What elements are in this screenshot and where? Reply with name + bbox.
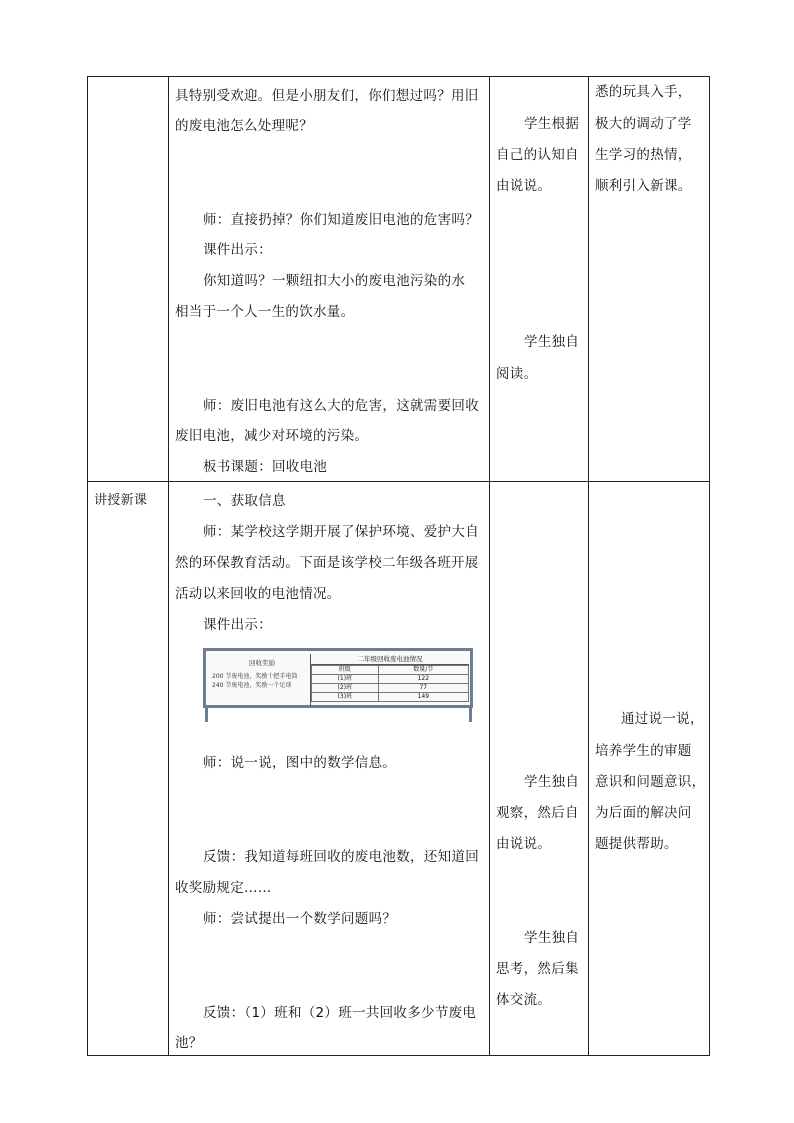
intent-line: 顺利引入新课。 [595,178,692,194]
board-cell: 77 [378,684,468,693]
board-class-stats [310,654,469,706]
student-line: 体交流。 [496,992,552,1008]
section-label: 讲授新课 [94,493,148,508]
student-line: 学生独自 [524,774,580,790]
student-line: 自己的认知自 [496,147,579,163]
process-line: 师：直接扔掉？你们知道废旧电池的危害吗？ [203,212,479,228]
process-line: 一、获取信息 [203,493,286,509]
board-stats-table [311,665,469,702]
board-leg [469,708,472,722]
intent-cell [589,482,710,1056]
process-line: 相当于一个人一生的饮水量。 [175,304,355,320]
board-cell: (1)班 [312,675,379,684]
student-line: 由说说。 [496,178,552,194]
student-line: 学生独自 [524,334,580,350]
student-line: 思考，然后集 [496,961,579,977]
process-line: 师：尝试提出一个数学问题吗？ [203,911,397,927]
board-header: 班级 [312,666,379,675]
intent-cell [589,77,710,482]
board-frame [203,648,473,708]
intent-line: 悉的玩具入手， [595,84,692,100]
board-rule: 240 节废电池，奖励一个足球 [212,682,292,689]
board-rule: 200 节废电池，奖励十把手电筒 [212,673,298,680]
board-reward-rules [212,657,312,690]
board-cell: 149 [378,693,468,702]
process-cell [169,77,490,482]
intent-line: 培养学生的审题 [595,743,692,759]
process-line: 具特别受欢迎。但是小朋友们，你们想过吗？用旧 [175,88,479,104]
student-line: 由说说。 [496,836,552,852]
board-header: 数量/节 [378,666,468,675]
table-row [88,482,710,1056]
process-line: 废旧电池，减少对环境的污染。 [175,428,369,444]
student-line: 学生独自 [524,930,580,946]
process-line: 收奖励规定…… [175,880,272,896]
section-cell [88,77,169,482]
board-cell: (3)班 [312,693,379,702]
process-line: 师：说一说，图中的数学信息。 [203,755,397,771]
process-line: 活动以来回收的电池情况。 [175,586,341,602]
process-line: 的废电池怎么处理呢？ [175,118,313,134]
process-line: 然的环保教育活动。下面是该学校二年级各班开展 [175,555,479,571]
recycling-board-image [199,644,479,724]
lesson-table [87,76,710,1056]
intent-line: 极大的调动了学 [595,116,692,132]
intent-line: 为后面的解决问 [595,805,692,821]
board-cell: 122 [378,675,468,684]
process-line: 板书课题：回收电池 [203,459,328,475]
student-cell [490,77,589,482]
table-row [88,77,710,482]
board-cell: (2)班 [312,684,379,693]
intent-line: 生学习的热情， [595,147,692,163]
process-line: 师：废旧电池有这么大的危害，这就需要回收 [203,398,479,414]
student-line: 阅读。 [496,366,538,382]
section-cell [88,482,169,1056]
student-cell [490,482,589,1056]
student-line: 观察，然后自 [496,805,579,821]
process-line: 你知道吗？一颗纽扣大小的废电池污染的水 [203,273,466,289]
process-line: 课件出示： [203,242,272,258]
process-line: 池？ [175,1035,203,1051]
board-reward-title: 回收奖励 [249,659,275,667]
process-line: 师：某学校这学期开展了保护环境、爱护大自 [203,524,479,540]
student-line: 学生根据 [524,116,580,132]
board-leg [205,708,208,722]
intent-line: 通过说一说， [621,711,704,727]
process-line: 课件出示： [203,617,272,633]
intent-line: 题提供帮助。 [595,836,678,852]
board-stats-title: 二年级回收废电池情况 [311,654,469,665]
process-line: 反馈：我知道每班回收的废电池数，还知道回 [203,849,479,865]
intent-line: 意识和问题意识， [595,774,706,790]
process-cell [169,482,490,1056]
process-line: 反馈：（1）班和（2）班一共回收多少节废电 [203,1005,477,1021]
